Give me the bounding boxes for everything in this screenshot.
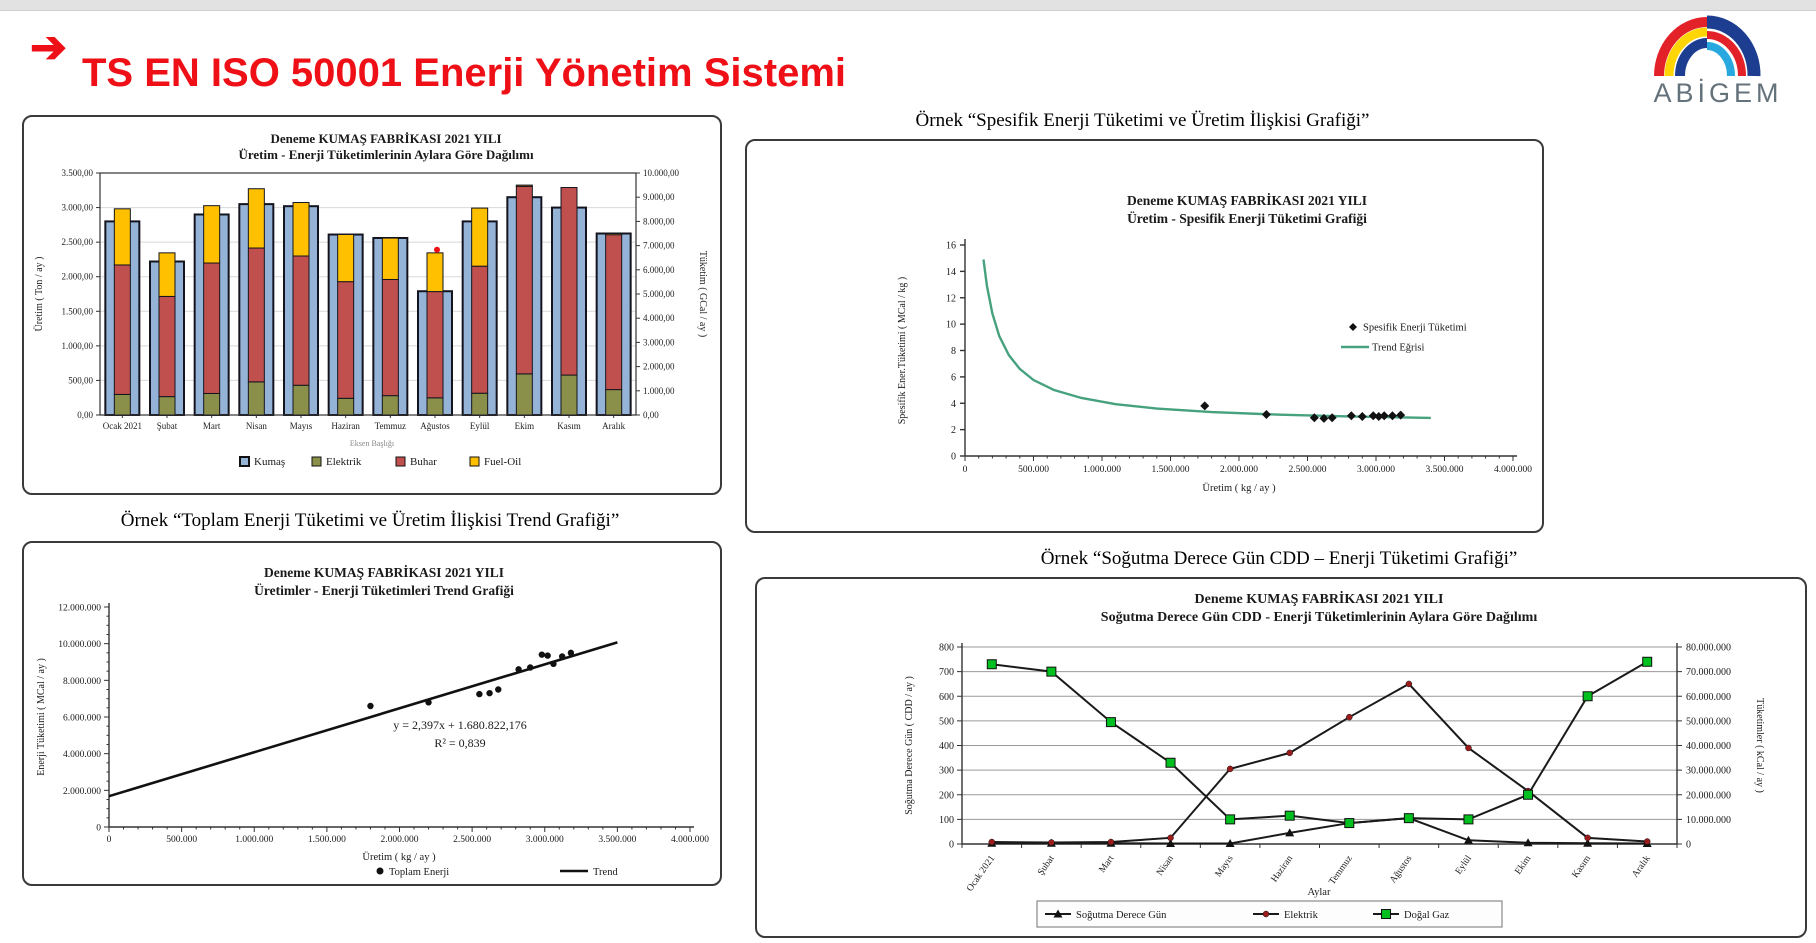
svg-text:10.000,00: 10.000,00 <box>643 168 679 178</box>
abigem-arch-icon <box>1638 14 1776 80</box>
svg-text:500: 500 <box>939 716 954 728</box>
svg-text:600: 600 <box>939 691 954 703</box>
svg-text:Üretim ( kg / ay ): Üretim ( kg / ay ) <box>1202 483 1276 494</box>
svg-text:14: 14 <box>946 266 956 278</box>
svg-text:Elektrik: Elektrik <box>326 456 362 468</box>
svg-text:4.000.000: 4.000.000 <box>63 750 101 761</box>
svg-text:Eksen Başlığı: Eksen Başlığı <box>349 439 395 448</box>
svg-text:50.000.000: 50.000.000 <box>1686 716 1731 728</box>
svg-text:Deneme KUMAŞ FABRİKASI 2021 YI: Deneme KUMAŞ FABRİKASI 2021 YILI <box>1194 592 1444 607</box>
svg-text:2.000,00: 2.000,00 <box>61 271 93 282</box>
svg-text:20.000.000: 20.000.000 <box>1686 790 1731 802</box>
svg-text:3.500,00: 3.500,00 <box>61 168 93 178</box>
svg-text:3.000.000: 3.000.000 <box>1357 465 1395 475</box>
panel-uretim-enerji-bar <box>22 115 722 495</box>
svg-text:60.000.000: 60.000.000 <box>1686 691 1731 703</box>
svg-text:Kasım: Kasım <box>1570 853 1594 881</box>
top-strip <box>0 0 1816 11</box>
svg-text:Üretim ( kg / ay ): Üretim ( kg / ay ) <box>362 852 436 863</box>
scatter-curve-chart-svg <box>747 141 1538 527</box>
svg-text:0: 0 <box>106 835 112 845</box>
svg-text:Ocak 2021: Ocak 2021 <box>965 853 998 894</box>
svg-text:Deneme KUMAŞ FABRİKASI 2021 YI: Deneme KUMAŞ FABRİKASI 2021 YILI <box>263 565 505 580</box>
svg-text:800: 800 <box>939 642 954 654</box>
svg-text:2.500,00: 2.500,00 <box>61 237 93 248</box>
svg-text:y = 2,397x + 1.680.822,176: y = 2,397x + 1.680.822,176 <box>393 718 527 732</box>
chart-title-toplam-enerji: Örnek “Toplam Enerji Tüketimi ve Üretim İlişkisi Trend Grafiği” <box>120 510 620 531</box>
panel-spesifik-enerji <box>745 139 1544 533</box>
svg-text:1.500.000: 1.500.000 <box>307 835 346 845</box>
svg-text:Spesifik Enerji Tüketimi: Spesifik Enerji Tüketimi <box>1363 322 1467 334</box>
svg-text:Aralık: Aralık <box>1630 853 1653 880</box>
svg-text:3.000,00: 3.000,00 <box>61 202 93 213</box>
svg-text:5.000,00: 5.000,00 <box>643 289 675 299</box>
svg-text:3.000.000: 3.000.000 <box>525 835 564 845</box>
svg-text:4.000.000: 4.000.000 <box>671 835 709 845</box>
svg-text:Tüketim ( GCal / ay ): Tüketim ( GCal / ay ) <box>697 250 708 338</box>
svg-text:16: 16 <box>946 240 956 252</box>
svg-text:70.000.000: 70.000.000 <box>1686 667 1731 679</box>
svg-text:Aylar: Aylar <box>1307 887 1331 898</box>
panel-toplam-enerji-trend <box>22 541 722 886</box>
svg-text:7.000,00: 7.000,00 <box>643 240 675 251</box>
svg-text:0: 0 <box>951 451 956 463</box>
logo-text: ABİGEM <box>1653 78 1783 108</box>
svg-text:Eylül: Eylül <box>469 421 490 431</box>
svg-text:Elektrik: Elektrik <box>1284 910 1318 921</box>
svg-text:4.000.000: 4.000.000 <box>1494 465 1532 475</box>
svg-text:500,00: 500,00 <box>68 375 93 386</box>
svg-text:Trend Eğrisi: Trend Eğrisi <box>1372 342 1425 354</box>
svg-text:2: 2 <box>951 425 956 437</box>
svg-text:4: 4 <box>951 398 956 410</box>
svg-text:Ağustos: Ağustos <box>420 421 450 431</box>
svg-text:0,00: 0,00 <box>77 410 93 420</box>
svg-text:2.500.000: 2.500.000 <box>453 835 492 845</box>
svg-text:8: 8 <box>951 346 956 357</box>
svg-text:Toplam Enerji: Toplam Enerji <box>389 867 450 878</box>
chart-title-cdd: Örnek “Soğutma Derece Gün CDD – Enerji Tüketimi Grafiği” <box>1040 548 1518 569</box>
svg-text:Üretimler - Enerji Tüketimleri: Üretimler - Enerji Tüketimleri Trend Grafiği <box>254 583 514 598</box>
svg-text:Tüketimler ( kCal / ay ): Tüketimler ( kCal / ay ) <box>1754 698 1765 793</box>
line-chart-svg <box>757 579 1801 932</box>
arrow-icon: ➔ <box>30 23 67 72</box>
svg-text:500.000: 500.000 <box>166 835 198 845</box>
svg-text:Soğutma Derece Gün CDD - Enerj: Soğutma Derece Gün CDD - Enerji Tüketimlerinin Aylara Göre Dağılımı <box>1100 610 1538 625</box>
abigem-logo <box>1638 14 1798 109</box>
svg-text:Kasım: Kasım <box>557 421 581 431</box>
svg-text:Buhar: Buhar <box>410 456 437 468</box>
svg-text:Üretim - Spesifik Enerji Tüket: Üretim - Spesifik Enerji Tüketimi Grafiği <box>1127 211 1367 226</box>
svg-text:3.500.000: 3.500.000 <box>1425 465 1464 475</box>
svg-text:Mart: Mart <box>202 421 221 431</box>
panel-cdd-enerji <box>755 577 1807 938</box>
svg-text:1.000.000: 1.000.000 <box>235 835 274 845</box>
svg-text:1.500,00: 1.500,00 <box>61 306 93 317</box>
svg-text:100: 100 <box>939 814 954 826</box>
svg-text:Enerji Tüketimi ( MCal / ay ): Enerji Tüketimi ( MCal / ay ) <box>36 658 47 776</box>
svg-text:Ocak 2021: Ocak 2021 <box>102 421 142 431</box>
svg-text:Temmuz: Temmuz <box>374 421 407 431</box>
svg-text:R² = 0,839: R² = 0,839 <box>434 736 486 750</box>
svg-text:1.500.000: 1.500.000 <box>1151 465 1190 475</box>
svg-text:2.000.000: 2.000.000 <box>1220 465 1258 475</box>
svg-text:Deneme KUMAŞ FABRİKASI 2021 YI: Deneme KUMAŞ FABRİKASI 2021 YILI <box>1126 193 1368 208</box>
svg-text:12.000.000: 12.000.000 <box>58 603 101 614</box>
bar-chart-svg <box>24 117 716 489</box>
svg-text:6.000.000: 6.000.000 <box>63 713 101 724</box>
svg-text:4.000,00: 4.000,00 <box>643 313 675 324</box>
svg-text:1.000.000: 1.000.000 <box>1083 465 1121 475</box>
svg-text:500.000: 500.000 <box>1018 465 1049 475</box>
svg-text:10: 10 <box>946 319 956 331</box>
svg-text:Eylül: Eylül <box>1453 853 1474 877</box>
svg-text:Ağustos: Ağustos <box>1388 853 1415 886</box>
svg-text:3.500.000: 3.500.000 <box>598 835 637 845</box>
svg-text:2.500.000: 2.500.000 <box>1288 465 1327 475</box>
svg-text:9.000,00: 9.000,00 <box>643 192 675 203</box>
svg-text:Mart: Mart <box>1097 853 1117 875</box>
svg-text:700: 700 <box>939 667 954 679</box>
svg-text:Fuel-Oil: Fuel-Oil <box>484 456 522 468</box>
svg-text:Şubat: Şubat <box>156 421 178 431</box>
svg-text:Üretim ( Ton / ay ): Üretim ( Ton / ay ) <box>34 256 45 332</box>
svg-text:Aralık: Aralık <box>602 421 626 431</box>
svg-text:200: 200 <box>939 790 954 802</box>
svg-text:6: 6 <box>951 372 956 384</box>
svg-text:Mayıs: Mayıs <box>289 421 313 431</box>
svg-text:2.000.000: 2.000.000 <box>63 786 101 797</box>
svg-text:1.000,00: 1.000,00 <box>643 385 675 396</box>
svg-text:2.000.000: 2.000.000 <box>380 835 419 845</box>
page-title: TS EN ISO 50001 Enerji Yönetim Sistemi <box>82 50 847 95</box>
svg-text:30.000.000: 30.000.000 <box>1686 765 1731 777</box>
svg-text:Nisan: Nisan <box>245 421 267 431</box>
svg-text:Deneme KUMAŞ FABRİKASI 2021 YI: Deneme KUMAŞ FABRİKASI 2021 YILI <box>270 131 502 146</box>
svg-text:Soğutma Derece Gün: Soğutma Derece Gün <box>1076 910 1167 921</box>
svg-text:Trend: Trend <box>593 867 618 878</box>
svg-text:3.000,00: 3.000,00 <box>643 337 675 348</box>
svg-text:10.000.000: 10.000.000 <box>58 640 101 651</box>
svg-text:6.000,00: 6.000,00 <box>643 264 675 275</box>
svg-text:Şubat: Şubat <box>1036 853 1057 878</box>
svg-text:40.000.000: 40.000.000 <box>1686 741 1731 752</box>
svg-text:Kumaş: Kumaş <box>254 456 286 468</box>
svg-text:Üretim - Enerji Tüketimlerinin: Üretim - Enerji Tüketimlerinin Aylara Göre Dağılımı <box>238 147 534 162</box>
svg-text:1.000,00: 1.000,00 <box>61 340 93 351</box>
svg-text:8.000,00: 8.000,00 <box>643 216 675 227</box>
svg-text:80.000.000: 80.000.000 <box>1686 642 1731 654</box>
svg-text:300: 300 <box>939 765 954 777</box>
svg-text:0: 0 <box>1686 839 1691 851</box>
svg-text:10.000.000: 10.000.000 <box>1686 814 1731 826</box>
svg-text:Soğutma Derece Gün ( CDD / ay: Soğutma Derece Gün ( CDD / ay ) <box>904 676 915 815</box>
svg-text:0: 0 <box>949 839 954 851</box>
scatter-trend-chart-svg <box>24 543 716 880</box>
svg-text:Mayıs: Mayıs <box>1213 853 1236 880</box>
svg-text:Ekim: Ekim <box>1513 853 1534 877</box>
svg-text:Spesifik Ener.Tüketimi ( MCal: Spesifik Ener.Tüketimi ( MCal / kg ) <box>897 276 908 425</box>
svg-text:0: 0 <box>96 823 101 834</box>
svg-text:400: 400 <box>939 741 954 752</box>
svg-text:Nisan: Nisan <box>1155 853 1176 878</box>
svg-text:0,00: 0,00 <box>643 410 659 420</box>
svg-text:8.000.000: 8.000.000 <box>63 676 101 687</box>
chart-title-spesifik: Örnek “Spesifik Enerji Tüketimi ve Üretim İlişkisi Grafiği” <box>915 110 1370 131</box>
svg-text:Haziran: Haziran <box>1269 853 1296 885</box>
svg-text:Doğal Gaz: Doğal Gaz <box>1404 910 1450 921</box>
svg-text:12: 12 <box>946 293 956 305</box>
svg-text:Ekim: Ekim <box>514 421 535 431</box>
svg-text:0: 0 <box>962 465 968 475</box>
svg-text:Haziran: Haziran <box>331 421 360 431</box>
svg-text:Temmuz: Temmuz <box>1327 853 1355 887</box>
svg-text:2.000,00: 2.000,00 <box>643 361 675 372</box>
